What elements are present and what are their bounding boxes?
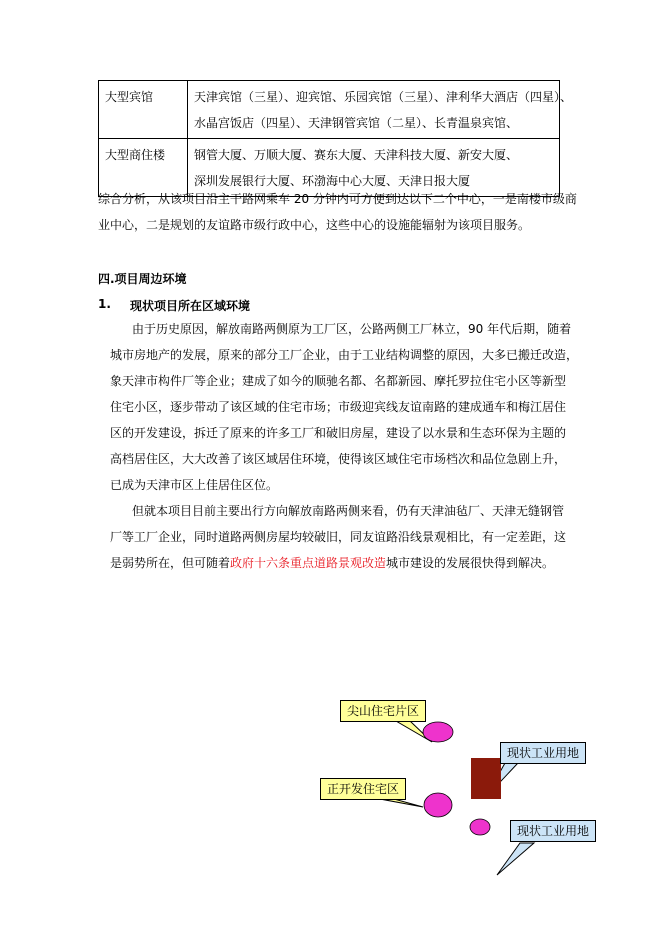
paragraph-line: 由于历史原因，解放南路两侧原为工厂区，公路两侧工厂林立，90 年代后期，随着 — [132, 322, 572, 336]
table-cell-line: 水晶宫饭店（四星）、天津钢管宾馆（二星）、长青温泉宾馆、 — [194, 116, 519, 130]
subsection-number: 1. — [98, 297, 111, 311]
callout-tail — [497, 843, 534, 875]
paragraph-line: 已成为天津市区上佳居住区位。 — [110, 478, 279, 492]
industrial-land-block — [471, 758, 501, 799]
industrial-marker — [470, 819, 490, 835]
summary-line: 业中心，二是规划的友谊路市级行政中心，这些中心的设施能辐射为该项目服务。 — [98, 218, 531, 232]
paragraph-text: 城市建设的发展很快得到解决。 — [386, 556, 555, 570]
paragraph-text: 是弱势所在，但可随着 — [110, 556, 231, 570]
callout-industrial-land: 现状工业用地 — [510, 820, 596, 842]
highlighted-text: 政府十六条重点道路景观改造 — [230, 556, 387, 570]
callout-tail — [380, 799, 423, 807]
paragraph-line: 区的开发建设，拆迁了原来的许多工厂和破旧房屋，建设了以水景和生态环保为主题的 — [110, 426, 567, 440]
paragraph-line: 住宅小区，逐步带动了该区域的住宅市场；市级迎宾线友谊南路的建成通车和梅江居住 — [110, 400, 567, 414]
paragraph-line: 象天津市构件厂等企业；建成了如今的顺驰名都、名都新园、摩托罗拉住宅小区等新型 — [110, 374, 567, 388]
jianshan-residential-marker — [423, 722, 453, 742]
callout-jianshan: 尖山住宅片区 — [340, 700, 426, 722]
paragraph-line: 但就本项目目前主要出行方向解放南路两侧来看，仍有天津油毡厂、天津无缝钢管 — [132, 504, 565, 518]
callout-industrial-land: 现状工业用地 — [500, 742, 586, 764]
paragraph-line: 城市房地产的发展，原来的部分工厂企业，由于工业结构调整的原因，大多已搬迁改造， — [110, 348, 579, 362]
table-cell-key: 大型商住楼 — [99, 139, 188, 197]
callout-developing-residential: 正开发住宅区 — [320, 778, 406, 800]
paragraph-line: 厂等工厂企业，同时道路两侧房屋均较破旧，同友谊路沿线景观相比，有一定差距，这 — [110, 530, 567, 544]
subsection-title: 现状项目所在区域环境 — [130, 299, 251, 313]
summary-line: 综合分析，从该项目沿主干路网乘车 20 分钟内可方便到达以下二个中心，一是南楼市级商 — [98, 192, 577, 206]
table-cell-line: 深圳发展银行大厦、环渤海中心大厦、天津日报大厦 — [194, 174, 471, 188]
table-cell-key: 大型宾馆 — [99, 81, 188, 139]
developing-residential-marker — [424, 793, 452, 817]
table-cell-line: 钢管大厦、万顺大厦、赛东大厦、天津科技大厦、新安大厦、 — [194, 148, 519, 162]
paragraph-line: 高档居住区，大大改善了该区域居住环境，使得该区域住宅市场档次和品位急剧上升， — [110, 452, 567, 466]
table-cell-line: 天津宾馆（三星）、迎宾馆、乐园宾馆（三星）、津利华大酒店（四星）、 — [194, 90, 573, 104]
section-heading: 四.项目周边环境 — [98, 272, 187, 286]
